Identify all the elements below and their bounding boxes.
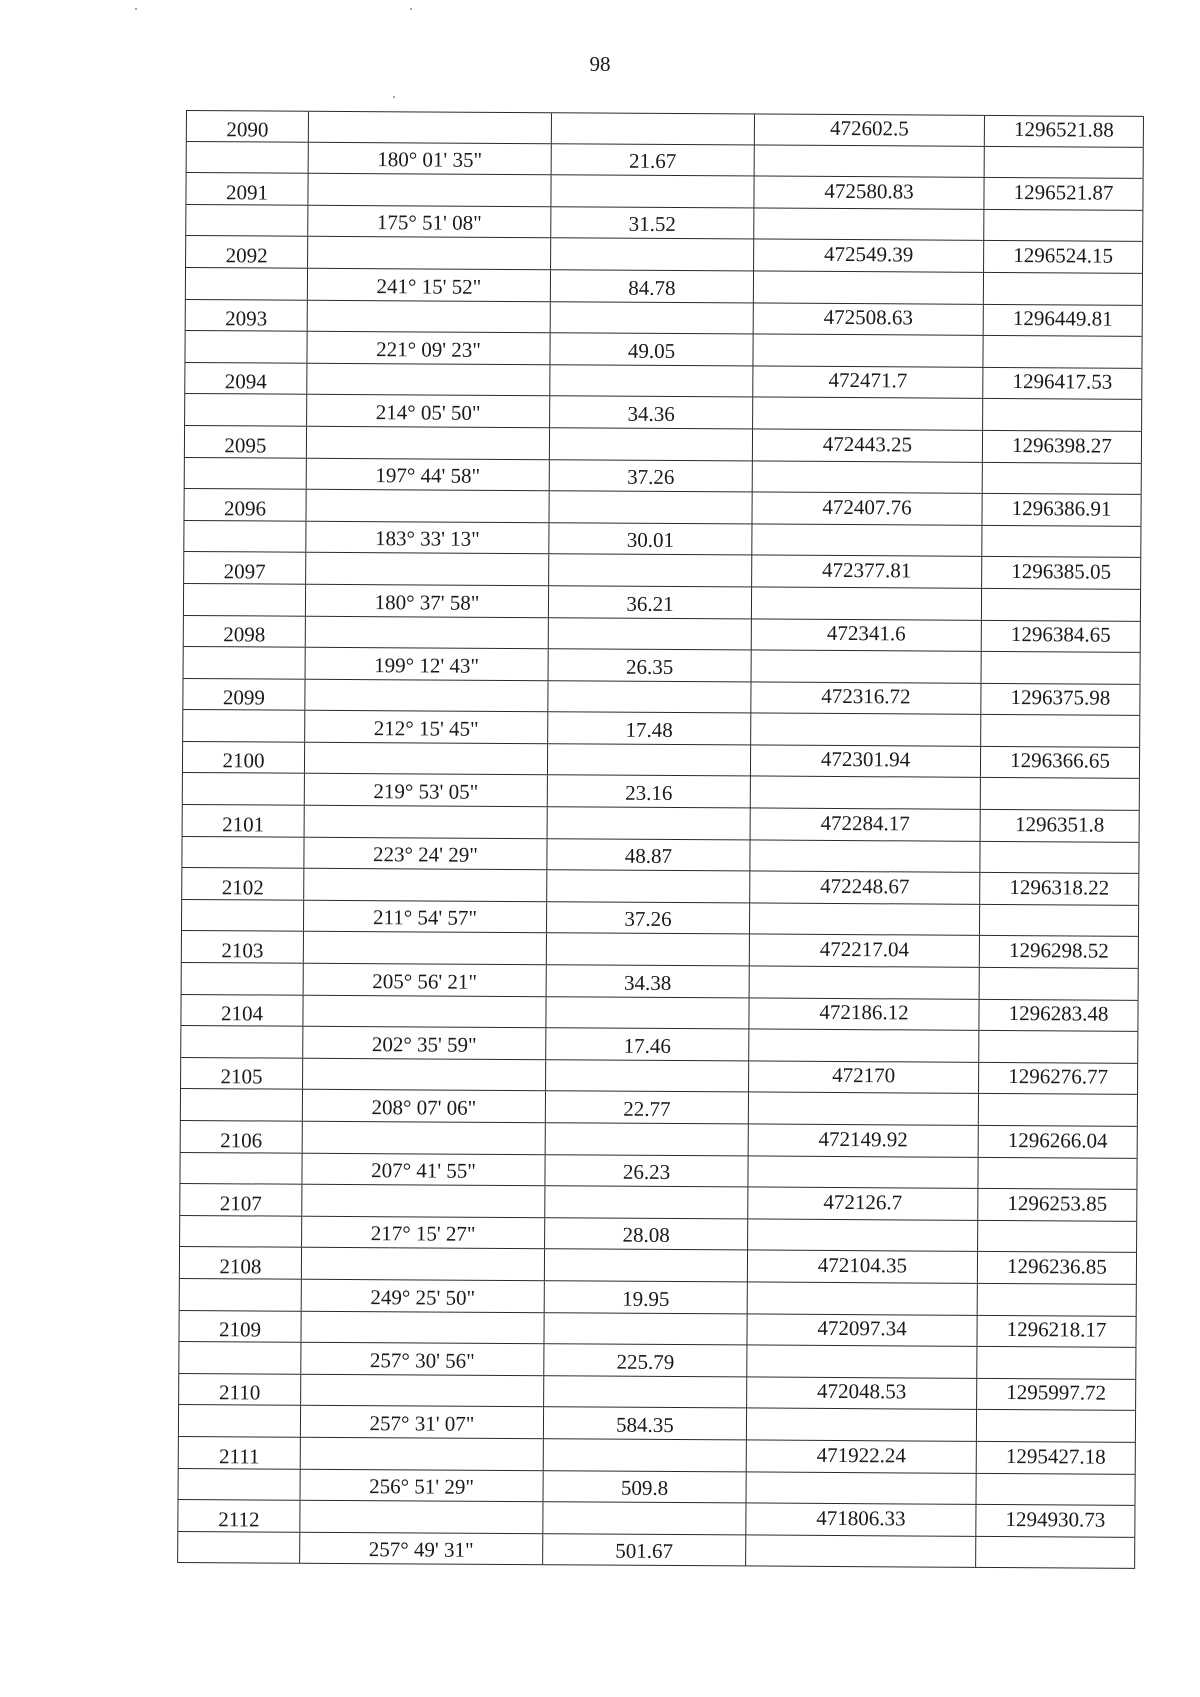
empty-cell bbox=[306, 427, 549, 459]
x-coordinate: 471806.33 bbox=[745, 1504, 975, 1536]
x-coordinate: 472097.34 bbox=[746, 1314, 976, 1346]
empty-cell bbox=[307, 237, 550, 269]
empty-cell bbox=[976, 1410, 1136, 1442]
segment-distance: 34.38 bbox=[546, 965, 749, 997]
empty-cell bbox=[179, 1153, 301, 1184]
y-coordinate: 1296218.17 bbox=[976, 1315, 1136, 1347]
bearing-angle: 219° 53' 05" bbox=[304, 774, 547, 806]
empty-cell bbox=[179, 1279, 301, 1310]
empty-cell bbox=[750, 714, 980, 746]
empty-cell bbox=[184, 458, 306, 489]
segment-distance: 19.95 bbox=[544, 1281, 747, 1313]
empty-cell bbox=[300, 1311, 543, 1343]
empty-cell bbox=[545, 997, 748, 1029]
empty-cell bbox=[299, 1501, 542, 1533]
empty-cell bbox=[977, 1284, 1137, 1316]
y-coordinate: 1296398.27 bbox=[982, 431, 1142, 463]
empty-cell bbox=[543, 1376, 746, 1408]
empty-cell bbox=[982, 336, 1142, 368]
y-coordinate: 1296375.98 bbox=[980, 684, 1140, 716]
x-coordinate: 472284.17 bbox=[750, 809, 980, 841]
bearing-angle: 202° 35' 59" bbox=[302, 1027, 545, 1059]
empty-cell bbox=[178, 1405, 300, 1436]
x-coordinate: 472377.81 bbox=[751, 556, 981, 588]
x-coordinate: 472549.39 bbox=[753, 240, 983, 272]
segment-distance: 49.05 bbox=[549, 333, 752, 365]
empty-cell bbox=[752, 335, 982, 367]
empty-cell bbox=[303, 869, 546, 901]
point-id: 2107 bbox=[179, 1184, 301, 1215]
y-coordinate: 1296384.65 bbox=[981, 620, 1141, 652]
empty-cell bbox=[981, 526, 1141, 558]
empty-cell bbox=[550, 302, 753, 334]
empty-cell bbox=[982, 399, 1142, 431]
empty-cell bbox=[752, 461, 982, 493]
empty-cell bbox=[983, 273, 1143, 305]
survey-coordinates-table bbox=[177, 110, 1144, 1569]
bearing-angle: 180° 01' 35" bbox=[308, 142, 551, 174]
empty-cell bbox=[976, 1347, 1136, 1379]
empty-cell bbox=[754, 145, 984, 177]
y-coordinate: 1296417.53 bbox=[982, 368, 1142, 400]
segment-distance: 26.35 bbox=[548, 649, 751, 681]
point-id: 2100 bbox=[182, 742, 304, 773]
point-id: 2105 bbox=[180, 1058, 302, 1089]
point-id: 2095 bbox=[184, 426, 306, 457]
empty-cell bbox=[548, 491, 751, 523]
bearing-angle: 208° 07' 06" bbox=[302, 1090, 545, 1122]
y-coordinate: 1296318.22 bbox=[979, 873, 1139, 905]
x-coordinate: 472471.7 bbox=[752, 366, 982, 398]
empty-cell bbox=[545, 1123, 748, 1155]
empty-cell bbox=[748, 1030, 978, 1062]
empty-cell bbox=[546, 934, 749, 966]
bearing-angle: 212° 15' 45" bbox=[304, 711, 547, 743]
empty-cell bbox=[747, 1282, 977, 1314]
point-id: 2110 bbox=[178, 1374, 300, 1405]
empty-cell bbox=[977, 1157, 1137, 1189]
y-coordinate: 1296236.85 bbox=[977, 1252, 1137, 1284]
y-coordinate: 1296276.77 bbox=[978, 1063, 1138, 1095]
y-coordinate: 1296351.8 bbox=[980, 810, 1140, 842]
point-id: 2099 bbox=[182, 679, 304, 710]
empty-cell bbox=[982, 462, 1142, 494]
empty-cell bbox=[978, 1031, 1138, 1063]
empty-cell bbox=[543, 1313, 746, 1345]
empty-cell bbox=[749, 840, 979, 872]
point-id: 2101 bbox=[182, 805, 304, 836]
empty-cell bbox=[183, 647, 305, 678]
bearing-angle: 199° 12' 43" bbox=[305, 648, 548, 680]
empty-cell bbox=[180, 1026, 302, 1057]
segment-distance: 225.79 bbox=[543, 1344, 746, 1376]
empty-cell bbox=[748, 1093, 978, 1125]
empty-cell bbox=[545, 1060, 748, 1092]
empty-cell bbox=[750, 777, 980, 809]
segment-distance: 22.77 bbox=[545, 1092, 748, 1124]
y-coordinate: 1295427.18 bbox=[976, 1442, 1136, 1474]
bearing-angle: 207° 41' 55" bbox=[301, 1153, 544, 1185]
empty-cell bbox=[544, 1186, 747, 1218]
empty-cell bbox=[301, 1248, 544, 1280]
y-coordinate: 1296521.87 bbox=[983, 178, 1143, 210]
empty-cell bbox=[304, 679, 547, 711]
empty-cell bbox=[302, 995, 545, 1027]
bearing-row bbox=[177, 1532, 1135, 1569]
empty-cell bbox=[977, 1221, 1137, 1253]
empty-cell bbox=[544, 1250, 747, 1282]
bearing-angle: 175° 51' 08" bbox=[307, 206, 550, 238]
point-id: 2096 bbox=[183, 489, 305, 520]
segment-distance: 28.08 bbox=[544, 1218, 747, 1250]
empty-cell bbox=[978, 1094, 1138, 1126]
empty-cell bbox=[546, 870, 749, 902]
segment-distance: 31.52 bbox=[550, 207, 753, 239]
empty-cell bbox=[979, 842, 1139, 874]
empty-cell bbox=[182, 773, 304, 804]
y-coordinate: 1296386.91 bbox=[981, 494, 1141, 526]
empty-cell bbox=[979, 905, 1139, 937]
y-coordinate: 1296524.15 bbox=[983, 241, 1143, 273]
bearing-angle: 221° 09' 23" bbox=[306, 332, 549, 364]
empty-cell bbox=[185, 268, 307, 299]
empty-cell bbox=[305, 616, 548, 648]
empty-cell bbox=[183, 584, 305, 615]
empty-cell bbox=[305, 553, 548, 585]
empty-cell bbox=[305, 490, 548, 522]
x-coordinate: 472186.12 bbox=[748, 998, 978, 1030]
point-id: 2111 bbox=[178, 1437, 300, 1468]
segment-distance: 17.46 bbox=[545, 1028, 748, 1060]
y-coordinate: 1296298.52 bbox=[979, 936, 1139, 968]
scan-speck bbox=[135, 8, 137, 10]
y-coordinate: 1296449.81 bbox=[983, 304, 1143, 336]
x-coordinate: 471922.24 bbox=[746, 1440, 976, 1472]
empty-cell bbox=[753, 208, 983, 240]
bearing-angle: 257° 30' 56" bbox=[300, 1343, 543, 1375]
empty-cell bbox=[306, 363, 549, 395]
empty-cell bbox=[975, 1473, 1135, 1505]
empty-cell bbox=[549, 428, 752, 460]
y-coordinate: 1296283.48 bbox=[978, 999, 1138, 1031]
empty-cell bbox=[178, 1342, 300, 1373]
x-coordinate: 472126.7 bbox=[747, 1188, 977, 1220]
bearing-angle: 197° 44' 58" bbox=[306, 458, 549, 490]
segment-distance: 84.78 bbox=[550, 270, 753, 302]
point-id: 2093 bbox=[185, 300, 307, 331]
empty-cell bbox=[751, 587, 981, 619]
x-coordinate: 472316.72 bbox=[750, 682, 980, 714]
bearing-angle: 249° 25' 50" bbox=[301, 1280, 544, 1312]
segment-distance: 584.35 bbox=[543, 1408, 746, 1440]
point-id: 2094 bbox=[184, 363, 306, 394]
empty-cell bbox=[983, 210, 1143, 242]
x-coordinate: 472248.67 bbox=[749, 872, 979, 904]
y-coordinate: 1294930.73 bbox=[975, 1505, 1135, 1537]
segment-distance: 26.23 bbox=[544, 1155, 747, 1187]
point-id: 2092 bbox=[185, 236, 307, 267]
empty-cell bbox=[177, 1532, 299, 1563]
bearing-angle: 257° 31' 07" bbox=[300, 1406, 543, 1438]
bearing-angle: 180° 37' 58" bbox=[305, 585, 548, 617]
bearing-angle: 211° 54' 57" bbox=[303, 901, 546, 933]
bearing-angle: 183° 33' 13" bbox=[305, 521, 548, 553]
empty-cell bbox=[178, 1469, 300, 1500]
empty-cell bbox=[747, 1219, 977, 1251]
empty-cell bbox=[975, 1537, 1135, 1569]
empty-cell bbox=[547, 807, 750, 839]
empty-cell bbox=[981, 652, 1141, 684]
empty-cell bbox=[180, 1089, 302, 1120]
y-coordinate: 1296253.85 bbox=[977, 1189, 1137, 1221]
empty-cell bbox=[182, 710, 304, 741]
y-coordinate: 1296266.04 bbox=[978, 1126, 1138, 1158]
empty-cell bbox=[753, 271, 983, 303]
bearing-angle: 223° 24' 29" bbox=[303, 837, 546, 869]
point-id: 2104 bbox=[180, 995, 302, 1026]
x-coordinate: 472301.94 bbox=[750, 745, 980, 777]
y-coordinate: 1296521.88 bbox=[984, 116, 1144, 147]
bearing-angle: 256° 51' 29" bbox=[300, 1469, 543, 1501]
empty-cell bbox=[984, 146, 1144, 178]
empty-cell bbox=[548, 555, 751, 587]
empty-cell bbox=[307, 174, 550, 206]
empty-cell bbox=[745, 1535, 975, 1567]
empty-cell bbox=[181, 900, 303, 931]
point-id: 2090 bbox=[186, 111, 308, 141]
y-coordinate: 1295997.72 bbox=[976, 1379, 1136, 1411]
point-id: 2103 bbox=[181, 931, 303, 962]
bearing-angle: 241° 15' 52" bbox=[307, 269, 550, 301]
empty-cell bbox=[979, 968, 1139, 1000]
empty-cell bbox=[751, 651, 981, 683]
x-coordinate: 472217.04 bbox=[749, 935, 979, 967]
empty-cell bbox=[302, 1059, 545, 1091]
empty-cell bbox=[548, 618, 751, 650]
empty-cell bbox=[300, 1374, 543, 1406]
empty-cell bbox=[304, 743, 547, 775]
x-coordinate: 472407.76 bbox=[751, 493, 981, 525]
empty-cell bbox=[746, 1472, 976, 1504]
y-coordinate: 1296366.65 bbox=[980, 747, 1140, 779]
segment-distance: 36.21 bbox=[548, 586, 751, 618]
empty-cell bbox=[980, 715, 1140, 747]
empty-cell bbox=[746, 1346, 976, 1378]
x-coordinate: 472048.53 bbox=[746, 1377, 976, 1409]
empty-cell bbox=[181, 837, 303, 868]
segment-distance: 17.48 bbox=[547, 712, 750, 744]
y-coordinate: 1296385.05 bbox=[981, 557, 1141, 589]
point-id: 2098 bbox=[183, 615, 305, 646]
empty-cell bbox=[547, 681, 750, 713]
segment-distance: 23.16 bbox=[547, 776, 750, 808]
empty-cell bbox=[184, 331, 306, 362]
segment-distance: 37.26 bbox=[549, 460, 752, 492]
segment-distance: 48.87 bbox=[546, 839, 749, 871]
empty-cell bbox=[547, 744, 750, 776]
bearing-angle: 257° 49' 31" bbox=[299, 1532, 542, 1564]
empty-cell bbox=[183, 521, 305, 552]
x-coordinate: 472149.92 bbox=[748, 1124, 978, 1156]
empty-cell bbox=[746, 1409, 976, 1441]
scan-speck bbox=[393, 96, 395, 98]
empty-cell bbox=[542, 1502, 745, 1534]
empty-cell bbox=[550, 175, 753, 207]
point-id: 2097 bbox=[183, 552, 305, 583]
segment-distance: 21.67 bbox=[551, 144, 754, 176]
x-coordinate: 472580.83 bbox=[753, 177, 983, 209]
segment-distance: 37.26 bbox=[546, 902, 749, 934]
empty-cell bbox=[752, 398, 982, 430]
bearing-angle: 217° 15' 27" bbox=[301, 1217, 544, 1249]
empty-cell bbox=[749, 903, 979, 935]
point-id: 2091 bbox=[185, 173, 307, 204]
empty-cell bbox=[300, 1438, 543, 1470]
empty-cell bbox=[308, 112, 551, 143]
segment-distance: 34.36 bbox=[549, 397, 752, 429]
point-id: 2106 bbox=[180, 1121, 302, 1152]
empty-cell bbox=[749, 966, 979, 998]
point-id: 2112 bbox=[177, 1500, 299, 1531]
empty-cell bbox=[307, 300, 550, 332]
empty-cell bbox=[179, 1216, 301, 1247]
segment-distance: 501.67 bbox=[542, 1534, 745, 1566]
x-coordinate: 472508.63 bbox=[753, 303, 983, 335]
bearing-angle: 214° 05' 50" bbox=[306, 395, 549, 427]
x-coordinate: 472104.35 bbox=[747, 1251, 977, 1283]
empty-cell bbox=[181, 963, 303, 994]
segment-distance: 30.01 bbox=[548, 523, 751, 555]
x-coordinate: 472443.25 bbox=[752, 429, 982, 461]
empty-cell bbox=[550, 239, 753, 271]
empty-cell bbox=[185, 205, 307, 236]
x-coordinate: 472170 bbox=[748, 1061, 978, 1093]
empty-cell bbox=[302, 1122, 545, 1154]
x-coordinate: 472341.6 bbox=[751, 619, 981, 651]
empty-cell bbox=[549, 365, 752, 397]
scan-speck bbox=[410, 8, 412, 10]
point-id: 2109 bbox=[178, 1311, 300, 1342]
empty-cell bbox=[186, 142, 308, 173]
segment-distance: 509.8 bbox=[543, 1471, 746, 1503]
bearing-angle: 205° 56' 21" bbox=[303, 964, 546, 996]
empty-cell bbox=[747, 1156, 977, 1188]
empty-cell bbox=[184, 394, 306, 425]
page-number: 98 bbox=[589, 52, 611, 76]
empty-cell bbox=[304, 806, 547, 838]
empty-cell bbox=[751, 524, 981, 556]
empty-cell bbox=[551, 113, 754, 144]
empty-cell bbox=[543, 1439, 746, 1471]
point-id: 2102 bbox=[181, 868, 303, 899]
empty-cell bbox=[981, 589, 1141, 621]
empty-cell bbox=[301, 1185, 544, 1217]
empty-cell bbox=[303, 932, 546, 964]
x-coordinate: 472602.5 bbox=[754, 114, 984, 145]
empty-cell bbox=[980, 778, 1140, 810]
point-id: 2108 bbox=[179, 1247, 301, 1278]
